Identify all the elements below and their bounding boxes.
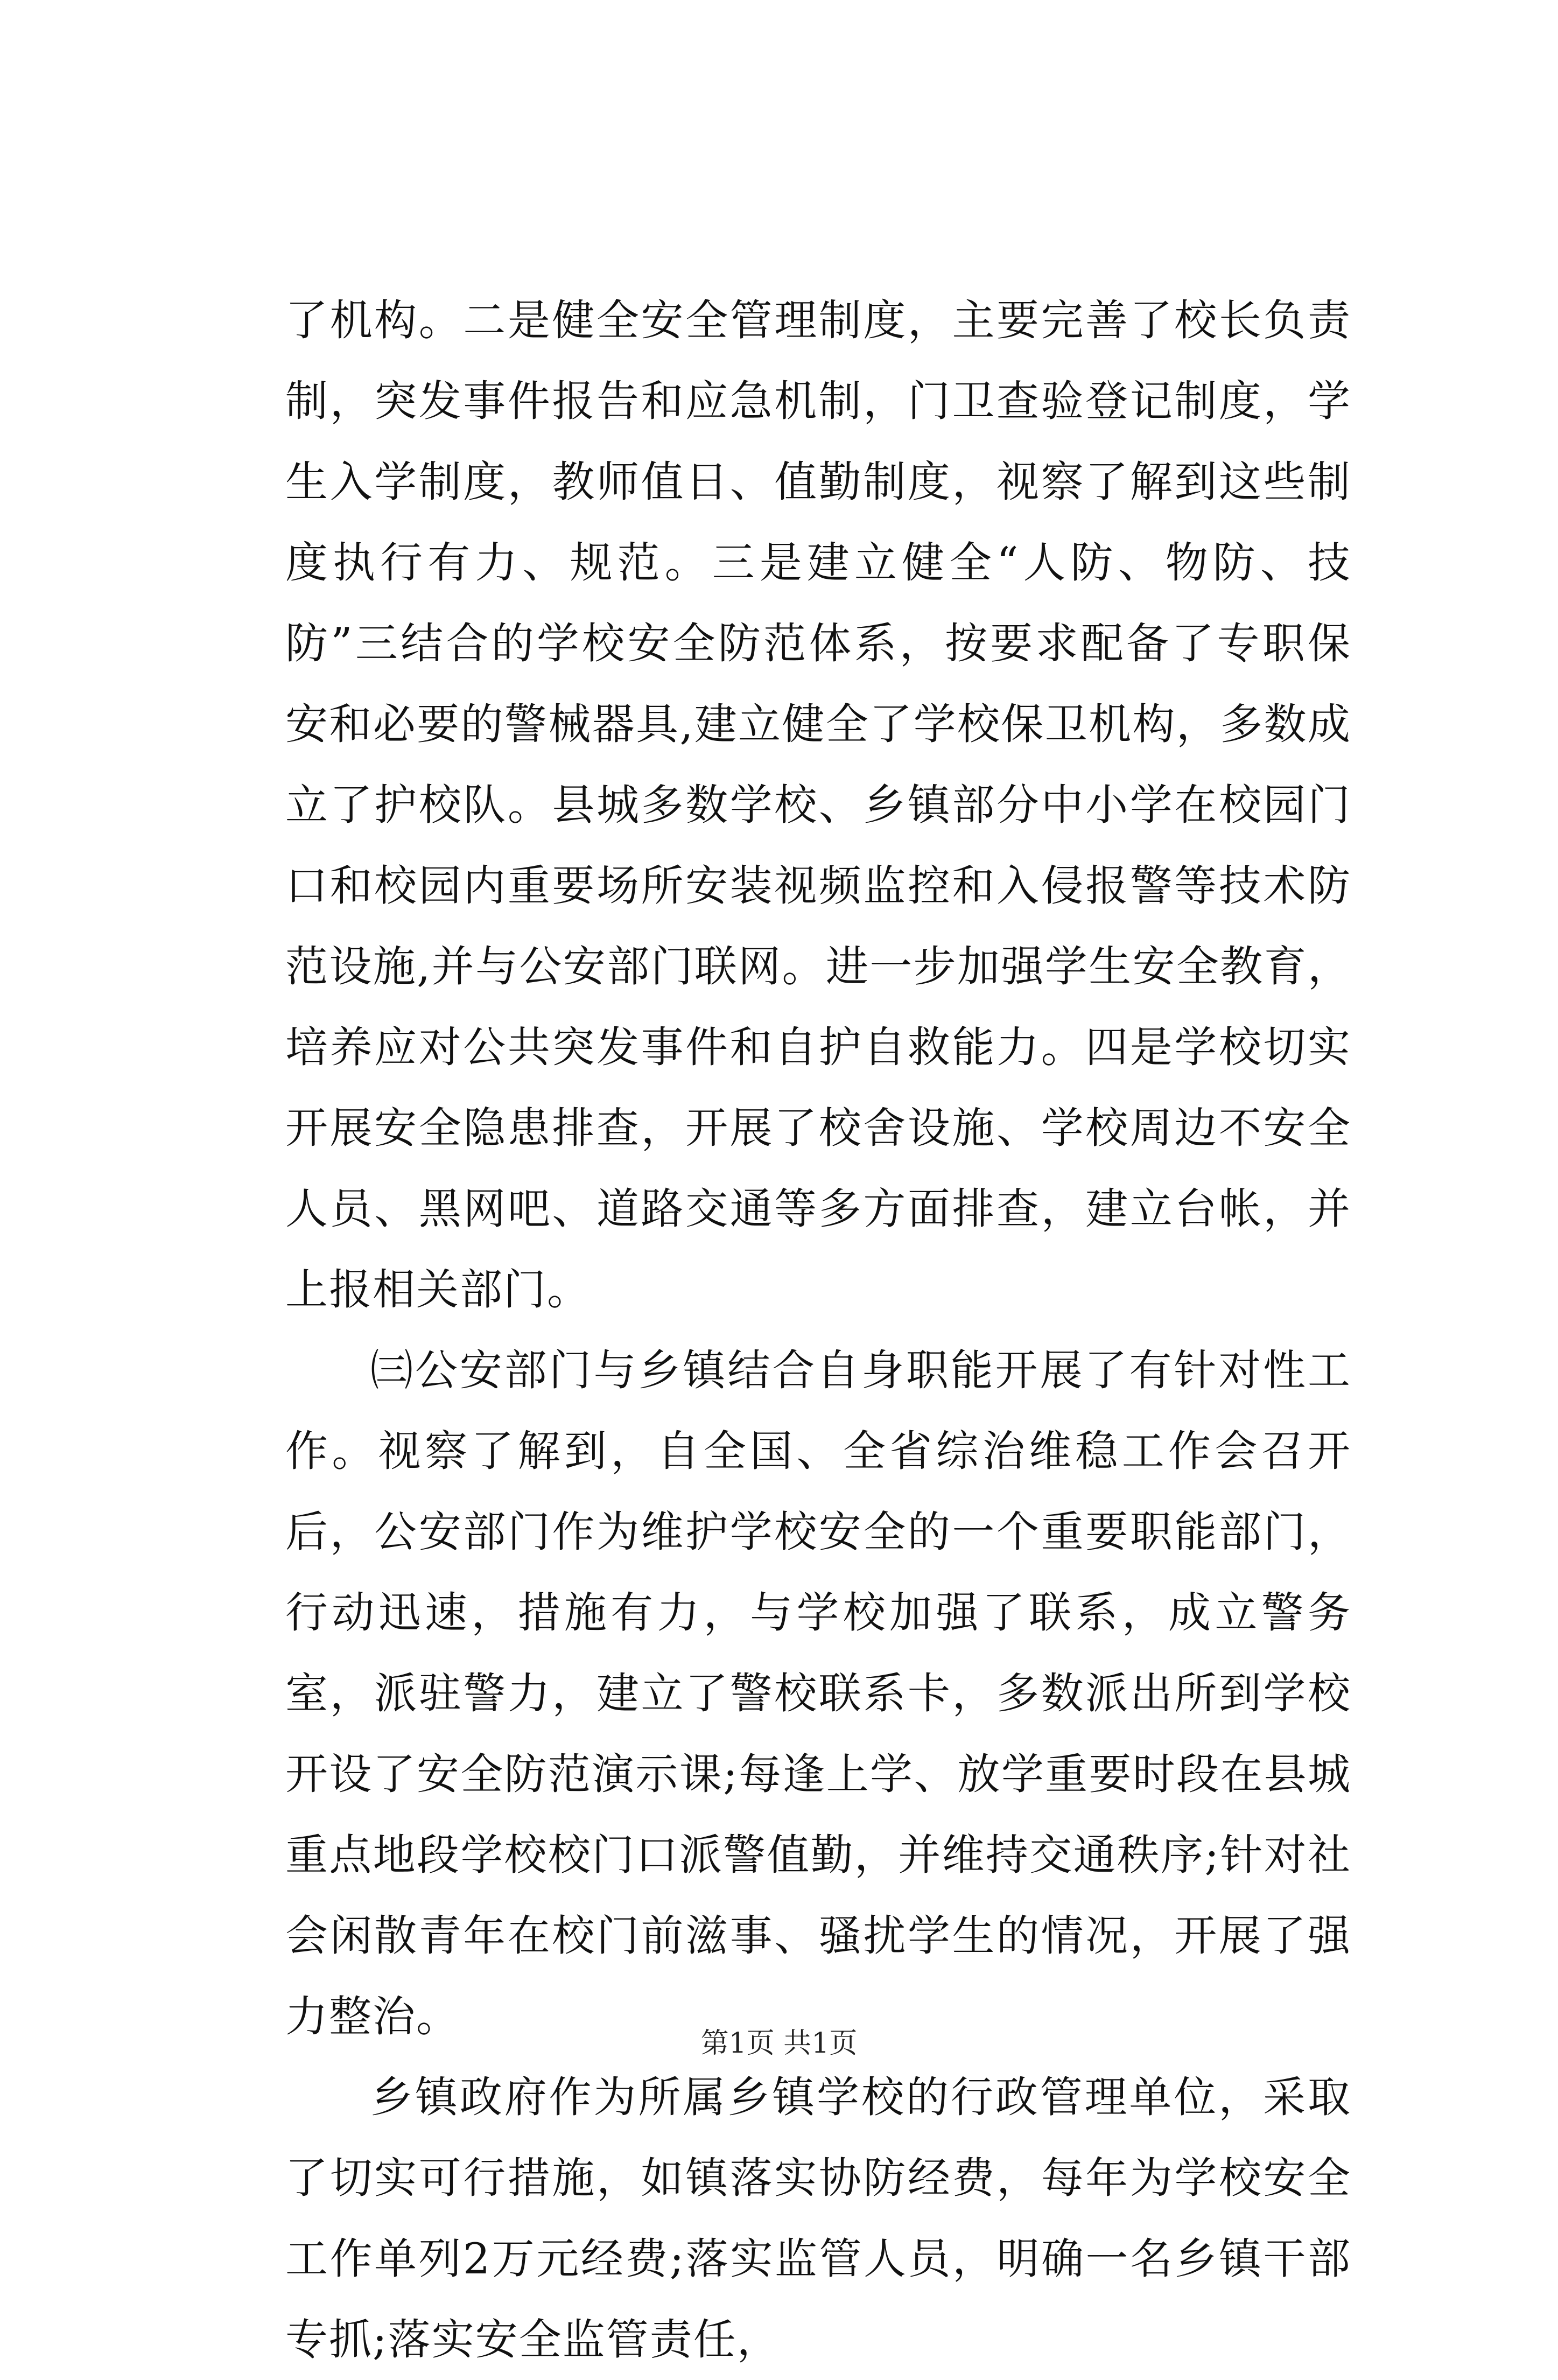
document-body — [285, 280, 1351, 2380]
page-footer: 第1页 共1页 — [700, 2027, 858, 2060]
paragraph-continuation: 了机构。二是健全安全管理制度，主要完善了校长负责制，突发事件报告和应急机制，门卫查验登记制度，学生入学制度，教师值日、值勤制度，视察了解到这些制度执行有力、规范。三是建立健全“人防、物防、技防”三结合的学校安全防范体系，按要求配备了专职保安和必要的警械器具,建立健全了学校保卫机构，多数成立了护校队。县城多数学校、乡镇部分中小学在校园门口和校园内重要场所安装视频监控和入侵报警等技术防范设施,并与公安部门联网。进一步加强学生安全教育，培养应对公共突发事件和自护自救能力。四是学校切实开展安全隐患排查，开展了校舍设施、学校周边不安全人员、黑网吧、道路交通等多方面排查，建立台帐，并上报相关部门。 — [285, 296, 1351, 1314]
paragraph-township-government: 乡镇政府作为所属乡镇学校的行政管理单位，采取了切实可行措施，如镇落实协防经费，每年为学校安全工作单列2万元经费;落实监管人员，明确一名乡镇干部专抓;落实安全监管责任， — [285, 2073, 1351, 2364]
paragraph-police-township: ㈢公安部门与乡镇结合自身职能开展了有针对性工作。视察了解到，自全国、全省综治维稳工作会召开后，公安部门作为维护学校安全的一个重要职能部门，行动迅速，措施有力，与学校加强了联系，成立警务室，派驻警力，建立了警校联系卡，多数派出所到学校开设了安全防范演示课;每逢上学、放学重要时段在县城重点地段学校校门口派警值勤，并维持交通秩序;针对社会闲散青年在校门前滋事、骚扰学生的情况，开展了强力整治。 — [285, 1346, 1351, 2041]
